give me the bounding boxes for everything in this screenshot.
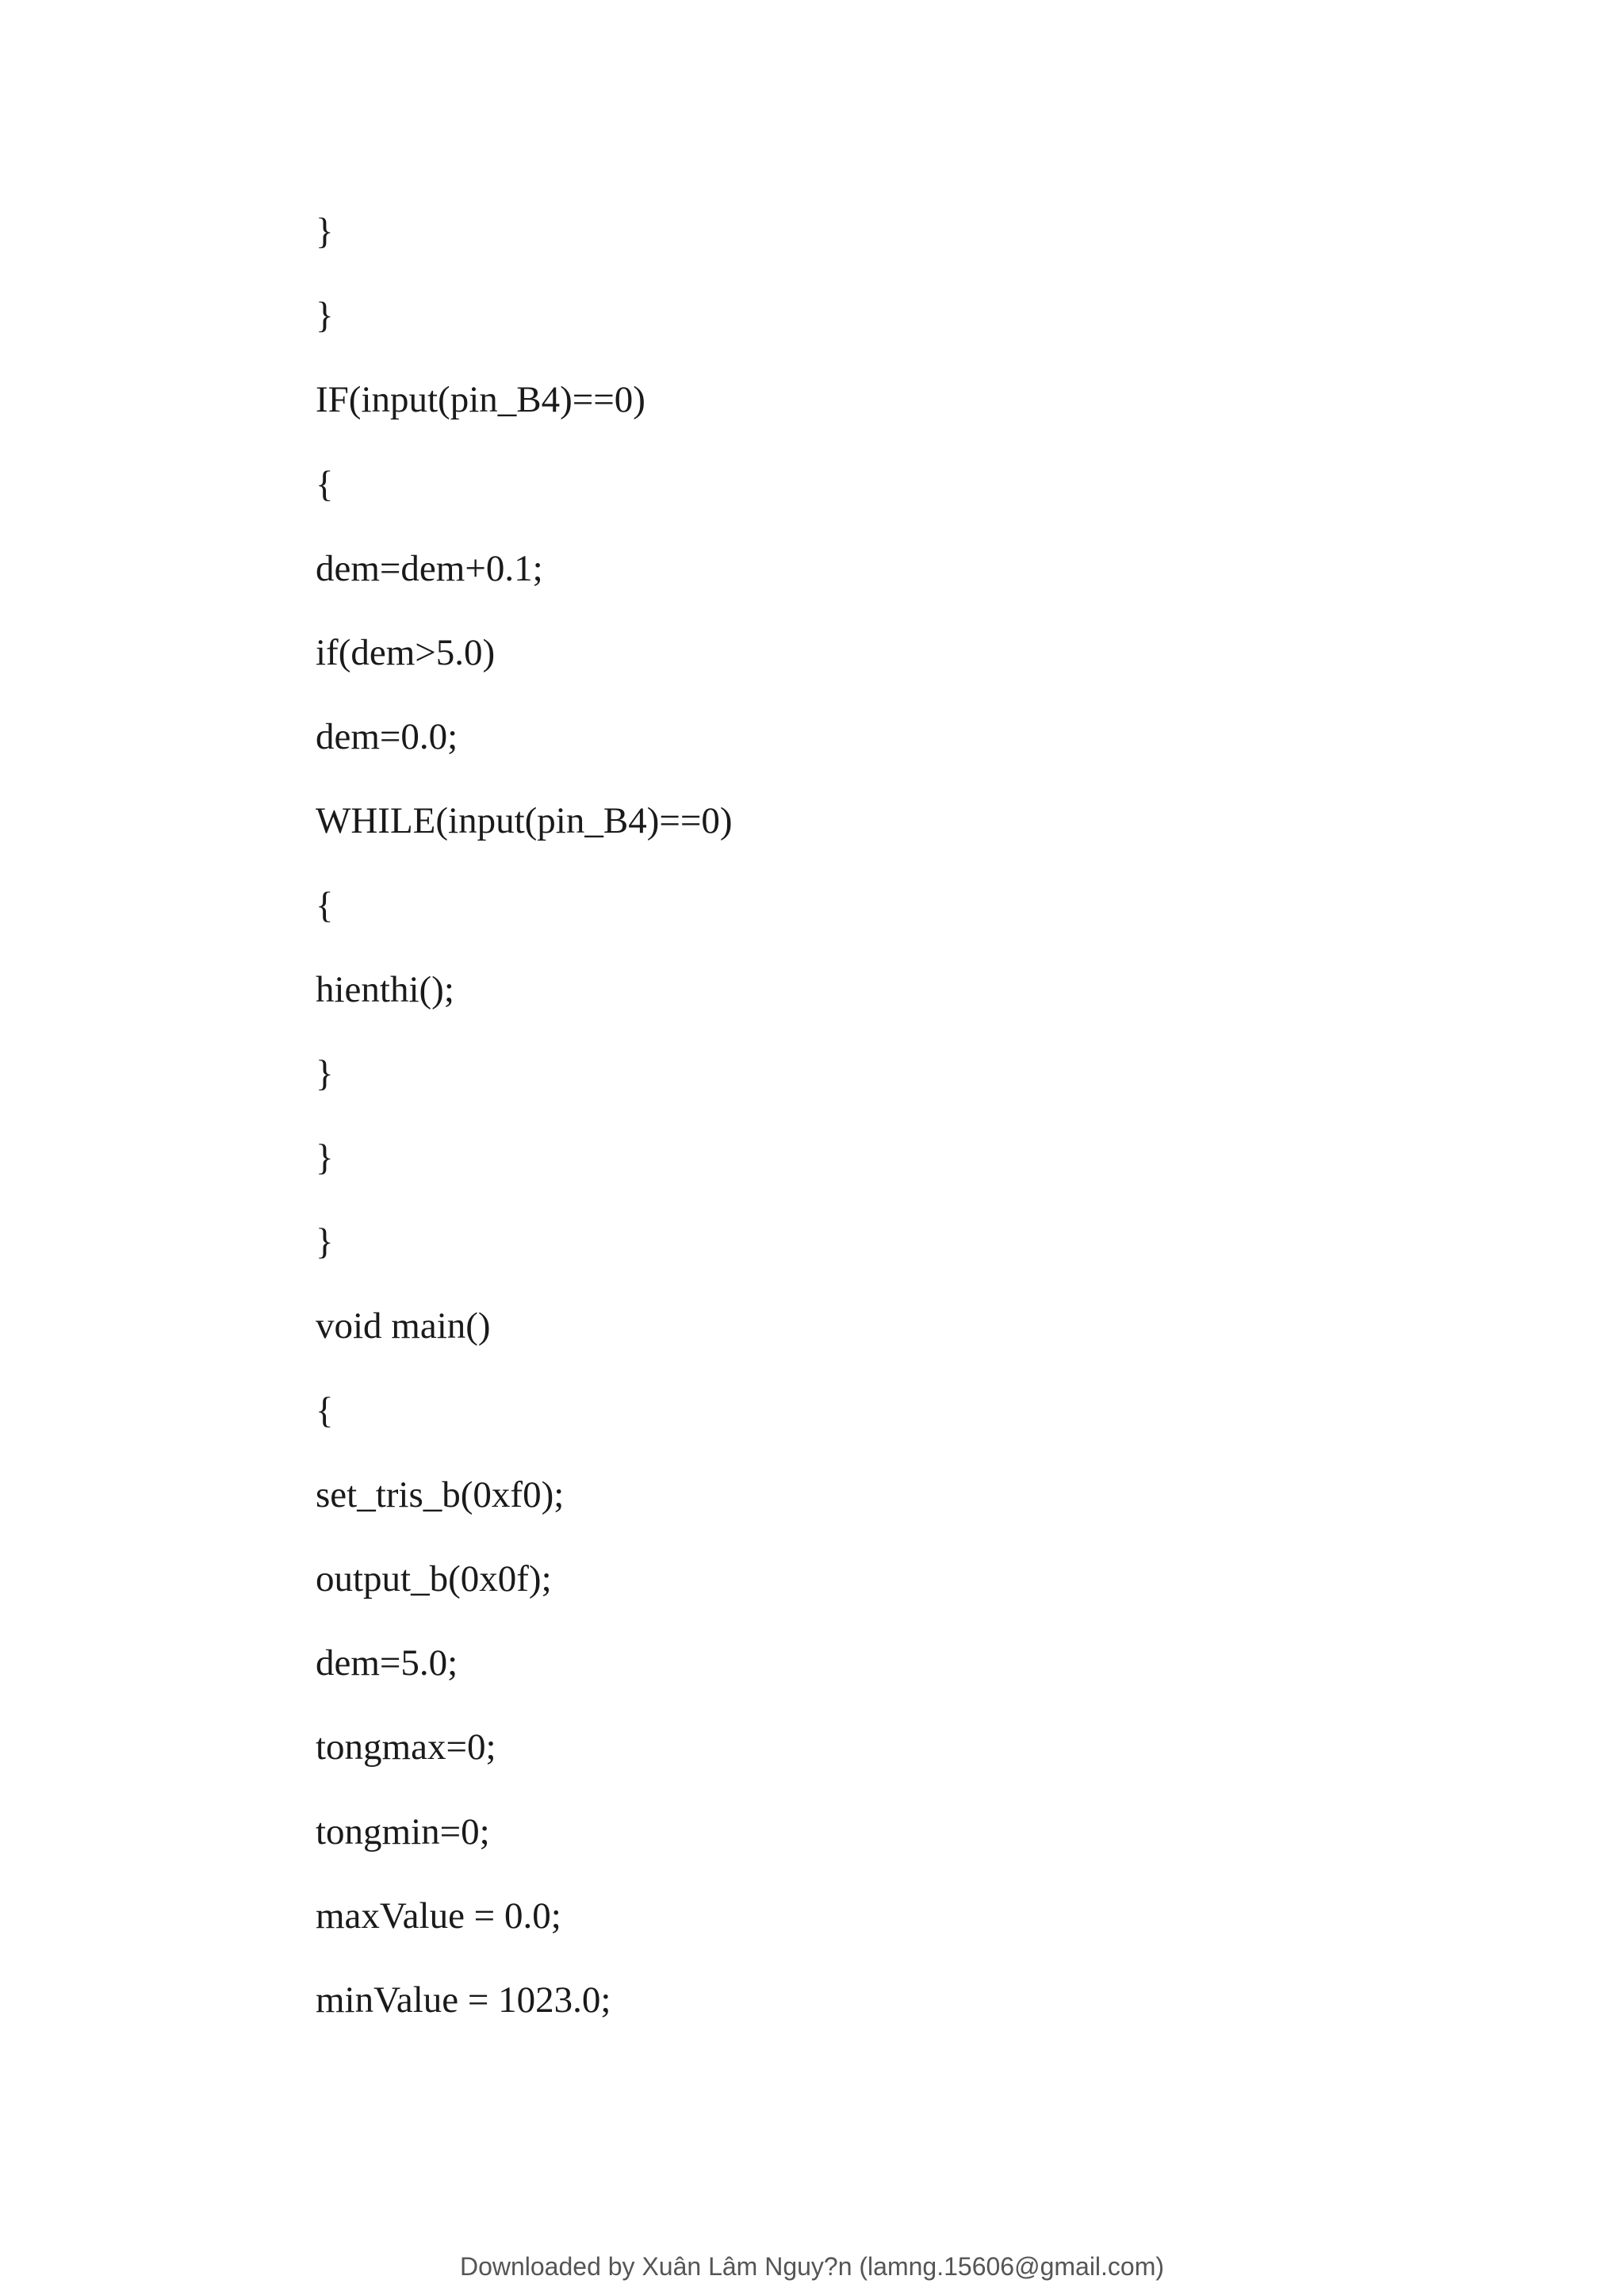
code-line: }	[316, 1137, 334, 1179]
code-line: }	[316, 211, 334, 252]
code-line: }	[316, 295, 334, 337]
code-line: {	[316, 884, 334, 926]
code-line: dem=5.0;	[316, 1642, 458, 1684]
code-line: dem=0.0;	[316, 716, 458, 758]
code-line: tongmin=0;	[316, 1810, 490, 1852]
code-line: minValue = 1023.0;	[316, 1979, 611, 2021]
code-line: IF(input(pin_B4)==0)	[316, 379, 645, 421]
code-line: set_tris_b(0xf0);	[316, 1473, 565, 1515]
code-line: {	[316, 463, 334, 505]
code-line: output_b(0x0f);	[316, 1558, 552, 1600]
code-line: {	[316, 1389, 334, 1431]
code-line: }	[316, 1052, 334, 1094]
code-line: maxValue = 0.0;	[316, 1895, 561, 1937]
code-line: hienthi();	[316, 968, 454, 1010]
code-line: }	[316, 1221, 334, 1263]
code-line: dem=dem+0.1;	[316, 547, 543, 589]
code-line: tongmax=0;	[316, 1726, 496, 1768]
download-footer: Downloaded by Xuân Lâm Nguy?n (lamng.15606@gmail.com)	[459, 2252, 1165, 2281]
code-line: void main()	[316, 1305, 491, 1347]
code-line: WHILE(input(pin_B4)==0)	[316, 800, 733, 842]
code-block	[316, 211, 733, 2067]
code-line: if(dem>5.0)	[316, 631, 496, 673]
